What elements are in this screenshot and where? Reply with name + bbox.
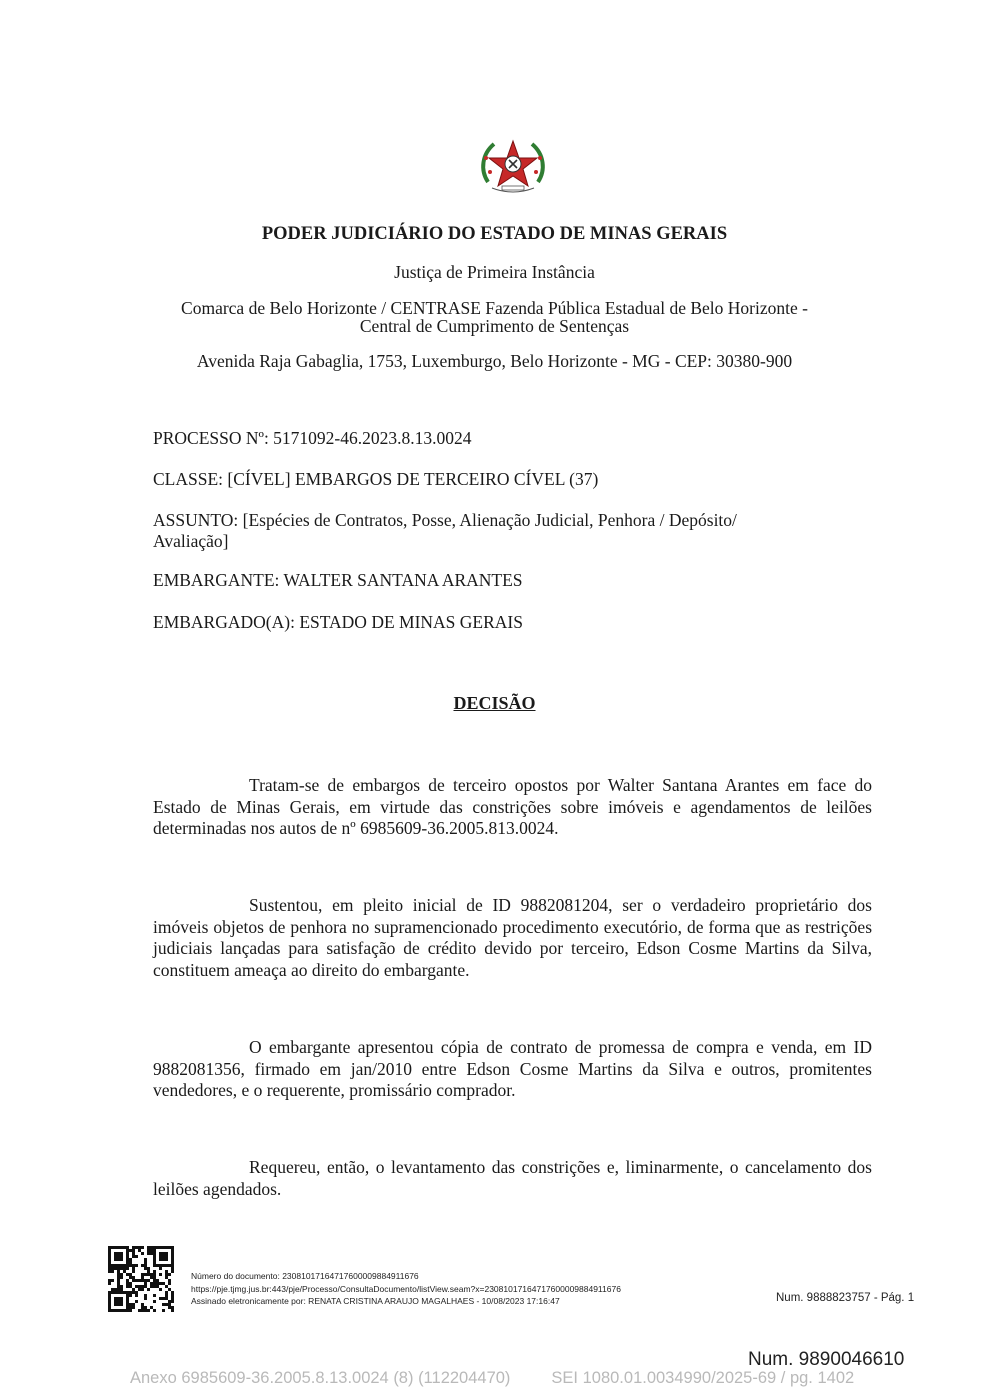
minas-gerais-coat-of-arms-icon <box>478 138 548 196</box>
court-address: Avenida Raja Gabaglia, 1753, Luxemburgo, Belo Horizonte - MG - CEP: 30380-900 <box>196 351 793 371</box>
assunto-line-2: Avaliação] <box>153 531 229 551</box>
document-num-stamp: Num. 9890046610 <box>748 1349 905 1370</box>
comarca-line-2: Central de Cumprimento de Sentenças <box>359 316 630 336</box>
annex-watermark <box>130 1369 854 1388</box>
signature-metadata <box>191 1270 621 1308</box>
document-url[interactable]: https://pje.tjmg.jus.br:443/pje/Processo/ConsultaDocumento/listView.seam?x=23081017164717600009884911676 <box>191 1283 621 1294</box>
decision-paragraph-4: Requereu, então, o levantamento das constrições e, liminarmente, o cancelamento dos leilões agendados. <box>153 1157 872 1199</box>
decision-paragraph-1: Tratam-se de embargos de terceiro opostos por Walter Santana Arantes em face do Estado de Minas Gerais, em virtude das constrições sobre imóveis e agendamentos de leilões determinadas nos autos de nº 6985609-36.2005.813.0024. <box>153 775 872 838</box>
decision-paragraph-3: O embargante apresentou cópia de contrato de promessa de compra e venda, em ID 9882081356, firmado em jan/2010 entre Edson Cosme Martins da Silva e outros, promitentes vendedores, e o requerente, promissário comprador. <box>153 1037 872 1100</box>
qr-code-icon[interactable] <box>108 1246 174 1312</box>
embargado: EMBARGADO(A): ESTADO DE MINAS GERAIS <box>153 612 523 632</box>
signature-line: Assinado eletronicamente por: RENATA CRISTINA ARAUJO MAGALHAES - 10/08/2023 17:16:47 <box>191 1296 560 1306</box>
embargante: EMBARGANTE: WALTER SANTANA ARANTES <box>153 570 523 590</box>
decision-paragraph-2: Sustentou, em pleito inicial de ID 9882081204, ser o verdadeiro proprietário dos imóveis objetos de penhora no supramencionado procedimento executório, de forma que as restrições judiciais lançadas para satisfação de crédito devido por terceiro, Edson Cosme Martins da Silva, constituem ameaça ao direito do embargante. <box>153 895 872 980</box>
assunto <box>153 510 853 552</box>
classe: CLASSE: [CÍVEL] EMBARGOS DE TERCEIRO CÍVEL (37) <box>153 469 599 489</box>
comarca-line-1: Comarca de Belo Horizonte / CENTRASE Fazenda Pública Estadual de Belo Horizonte - <box>181 298 808 318</box>
instance-subtitle: Justiça de Primeira Instância <box>394 262 595 282</box>
court-title: PODER JUDICIÁRIO DO ESTADO DE MINAS GERAIS <box>261 224 728 244</box>
assunto-line-1: ASSUNTO: [Espécies de Contratos, Posse, Alienação Judicial, Penhora / Depósito/ <box>153 510 737 530</box>
document-number: Número do documento: 23081017164717600009884911676 <box>191 1271 419 1281</box>
annex-label: Anexo 6985609-36.2005.8.13.0024 (8) (112204470) <box>130 1369 511 1387</box>
decision-heading: DECISÃO <box>453 693 536 713</box>
processo-number: PROCESSO Nº: 5171092-46.2023.8.13.0024 <box>153 428 472 448</box>
coat-of-arms-emblem <box>478 138 548 196</box>
sei-reference: SEI 1080.01.0034990/2025-69 / pg. 1402 <box>551 1369 855 1387</box>
page-number: Num. 9888823757 - Pág. 1 <box>776 1292 915 1304</box>
